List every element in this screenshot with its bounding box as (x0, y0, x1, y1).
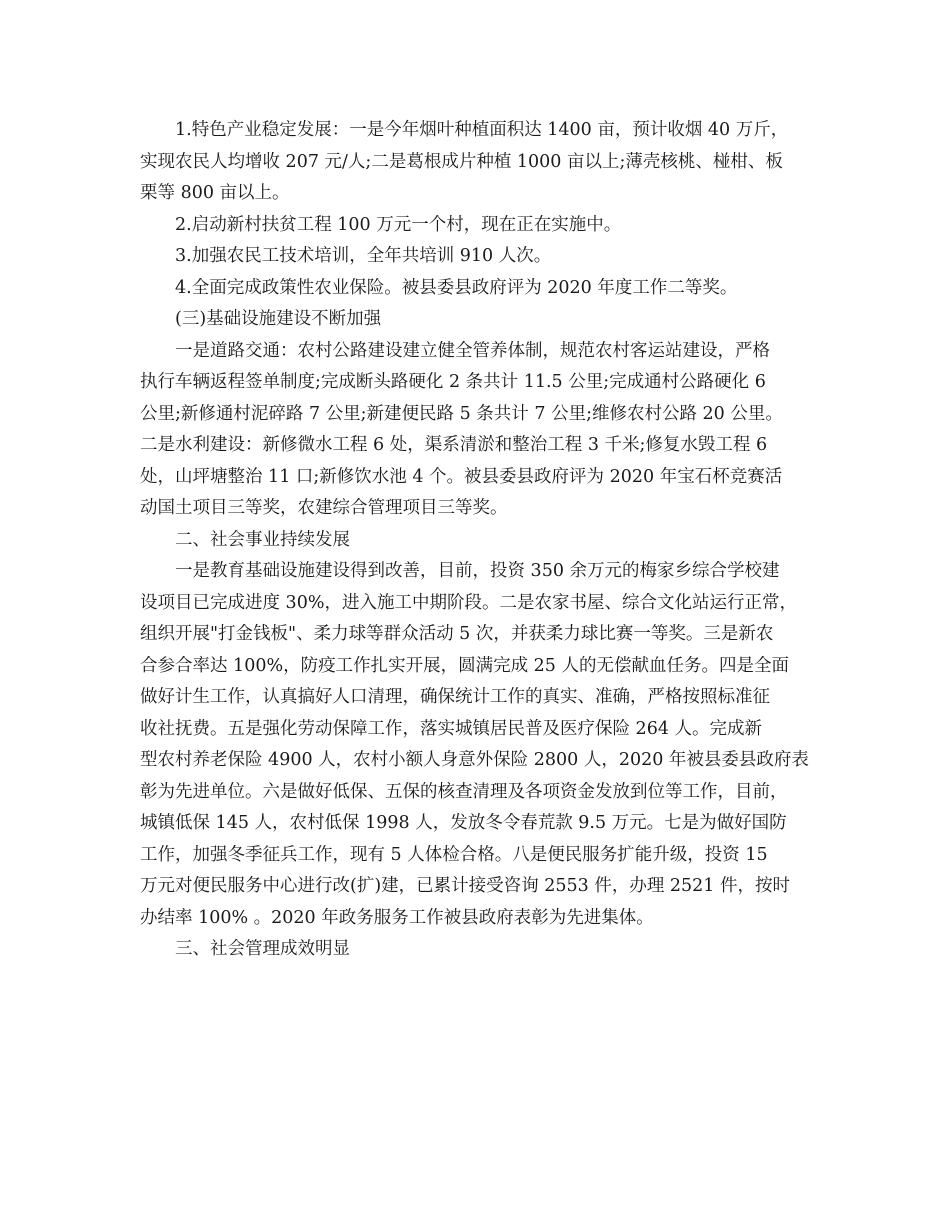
text-line: 设项目已完成进度 30%，进入施工中期阶段。二是农家书屋、综合文化站运行正常， (140, 592, 797, 613)
text-line: 工作，加强冬季征兵工作，现有 5 人体检合格。八是便民服务扩能升级，投资 15 (140, 844, 768, 865)
paragraph-social-affairs (140, 556, 820, 934)
text-line: 3.加强农民工技术培训，全年共培训 910 人次。 (175, 246, 552, 266)
heading-line: (三)基础设施建设不断加强 (175, 309, 382, 329)
heading-line: 三、社会管理成效明显 (175, 939, 350, 959)
text-line: 型农村养老保险 4900 人，农村小额人身意外保险 2800 人，2020 年被县委县政府表 (140, 750, 809, 770)
paragraph-training (140, 241, 820, 273)
text-line: 公里;新修通村泥碎路 7 公里;新建便民路 5 条共计 7 公里;维修农村公路 20 公里。 (140, 403, 783, 424)
document-body (140, 115, 820, 966)
text-line: 办结率 100% 。2020 年政务服务工作被县政府表彰为先进集体。 (140, 907, 654, 928)
text-line: 2.启动新村扶贫工程 100 万元一个村，现在正在实施中。 (175, 214, 622, 235)
text-line: 合参合率达 100%，防疫工作扎实开展，圆满完成 25 人的无偿献血任务。四是全面 (140, 655, 789, 676)
section-heading-management (140, 934, 820, 966)
text-line: 执行车辆返程签单制度;完成断头路硬化 2 条共计 11.5 公里;完成通村公路硬化 6 (140, 372, 766, 392)
text-line: 彰为先进单位。六是做好低保、五保的核查清理及各项资金发放到位等工作，目前， (140, 781, 788, 802)
text-line: 1.特色产业稳定发展：一是今年烟叶种植面积达 1400 亩，预计收烟 40 万斤， (175, 120, 789, 140)
text-line: 栗等 800 亩以上。 (140, 183, 290, 203)
paragraph-roads-water (140, 336, 820, 525)
paragraph-poverty-project (140, 210, 820, 242)
text-line: 4.全面完成政策性农业保险。被县委县政府评为 2020 年度工作二等奖。 (175, 277, 738, 298)
text-line: 一是教育基础设施建设得到改善，目前，投资 350 余万元的梅家乡综合学校建 (175, 561, 780, 581)
section-heading-infrastructure (140, 304, 820, 336)
text-line: 实现农民人均增收 207 元/人;二是葛根成片种植 1000 亩以上;薄壳核桃、椪柑、板 (140, 151, 783, 172)
text-line: 处，山坪塘整治 11 口;新修饮水池 4 个。被县委县政府评为 2020 年宝石杯竞赛活 (140, 466, 783, 487)
text-line: 城镇低保 145 人，农村低保 1998 人，发放冬令春荒款 9.5 万元。七是为做好国防 (140, 813, 787, 833)
paragraph-insurance (140, 273, 820, 305)
text-line: 做好计生工作，认真搞好人口清理，确保统计工作的真实、准确，严格按照标准征 (140, 687, 770, 707)
paragraph-industry (140, 115, 820, 210)
text-line: 万元对便民服务中心进行改(扩)建，已累计接受咨询 2553 件，办理 2521 件，按时 (140, 876, 790, 896)
text-line: 组织开展"打金钱板"、柔力球等群众活动 5 次，并获柔力球比赛一等奖。三是新农 (140, 624, 774, 644)
text-line: 一是道路交通：农村公路建设建立健全管养体制，规范农村客运站建设，严格 (175, 340, 770, 361)
heading-line: 二、社会事业持续发展 (175, 529, 350, 550)
text-line: 二是水利建设：新修微水工程 6 处，渠系清淤和整治工程 3 千米;修复水毁工程 6 (140, 435, 768, 455)
text-line: 收社抚费。五是强化劳动保障工作，落实城镇居民普及医疗保险 264 人。完成新 (140, 718, 763, 739)
text-line: 动国土项目三等奖，农建综合管理项目三等奖。 (140, 498, 508, 518)
section-heading-social (140, 525, 820, 557)
